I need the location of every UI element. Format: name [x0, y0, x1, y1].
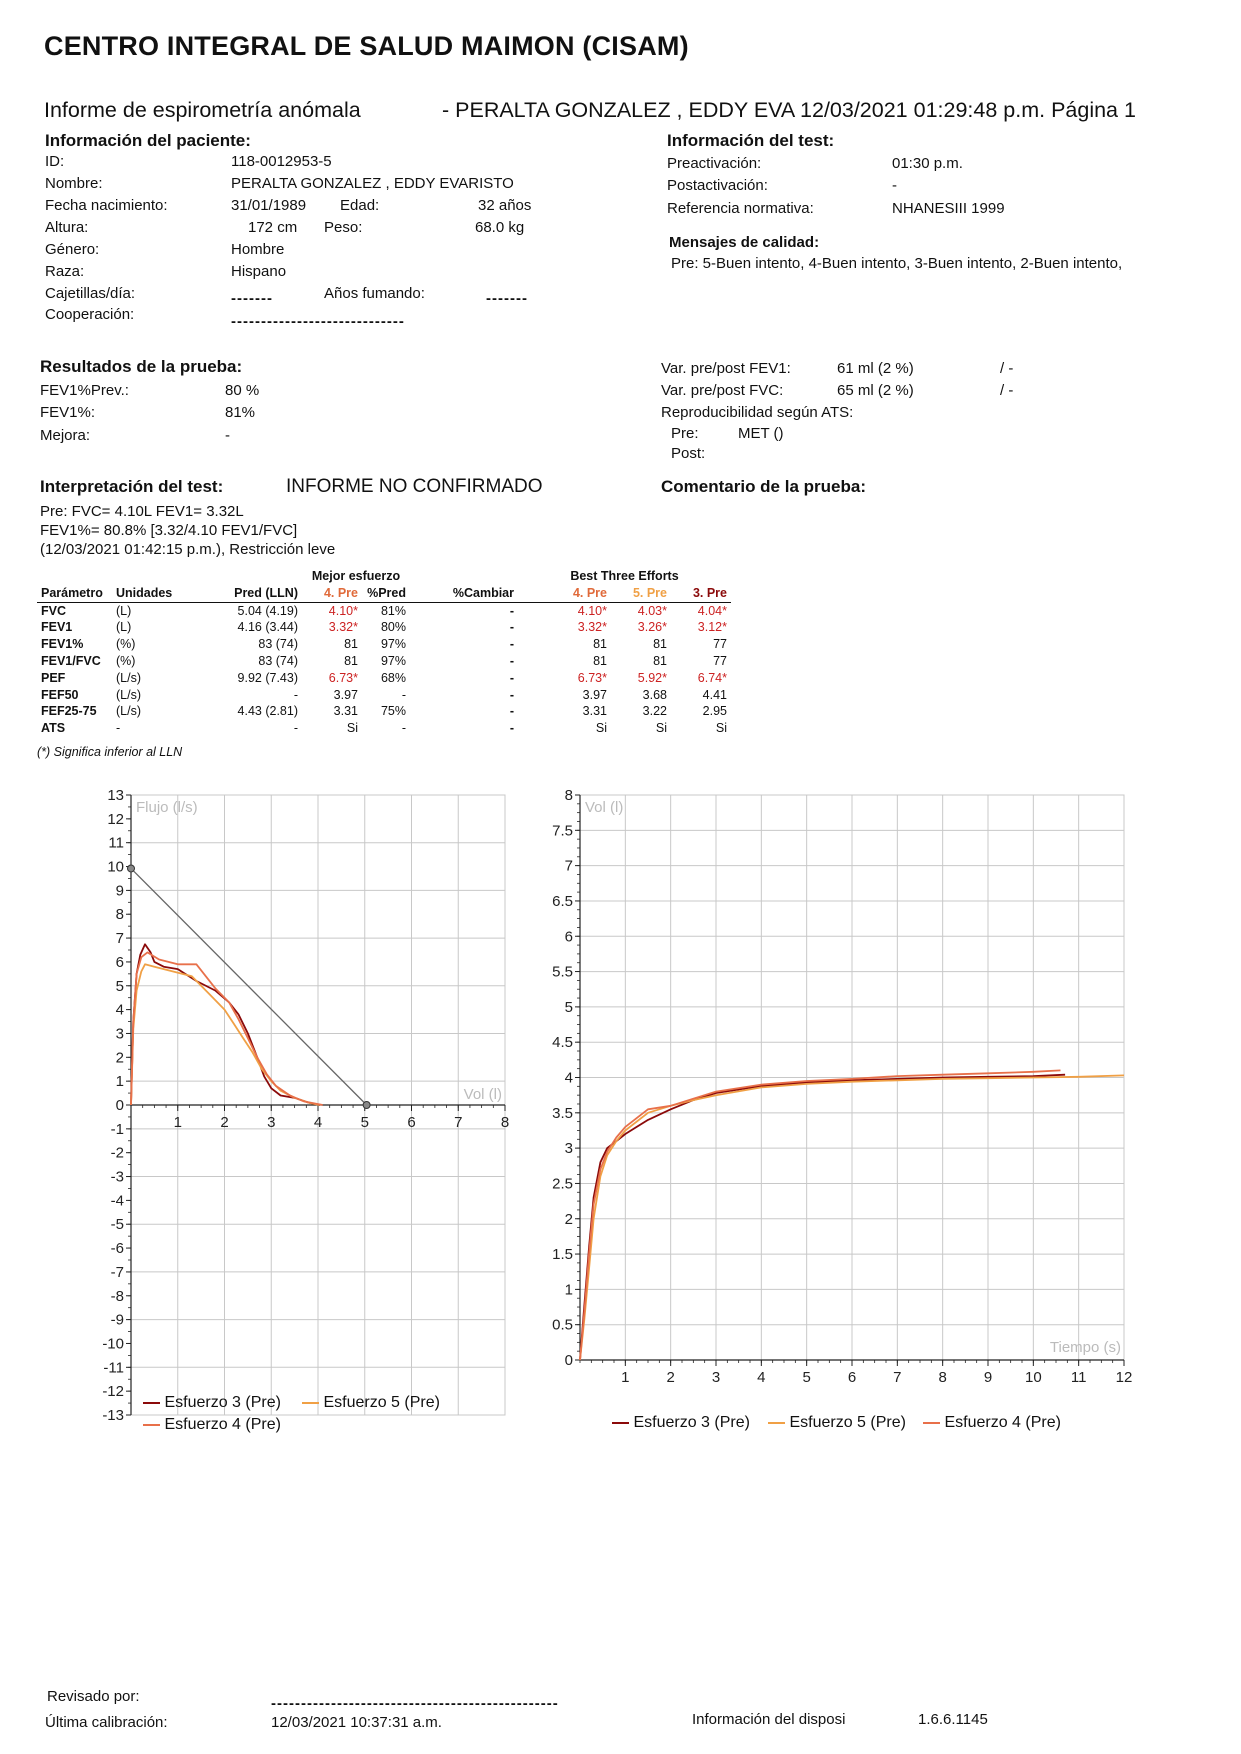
gender-label: Género: — [45, 241, 100, 258]
report-info: - PERALTA GONZALEZ , EDDY EVA 12/03/2021 01:29:48 p.m. Página 1 — [442, 98, 1136, 122]
table-cell: 6.73* — [328, 670, 358, 685]
group-best-header: Mejor esfuerzo — [311, 569, 401, 583]
reference-value: NHANESIII 1999 — [892, 200, 1005, 217]
col-header: 3. Pre — [671, 585, 731, 602]
y-axis-label: Flujo (l/s) — [136, 799, 198, 816]
x-tick-label: 6 — [407, 1114, 416, 1131]
y-tick-label: 2.5 — [552, 1175, 573, 1193]
table-cell: 3.31 — [582, 704, 607, 719]
results-heading: Resultados de la prueba: — [40, 357, 243, 376]
y-tick-label: -7 — [110, 1263, 124, 1281]
x-tick-label: 2 — [666, 1369, 675, 1386]
repro-label: Reproducibilidad según ATS: — [661, 404, 854, 421]
legend-flow-item — [143, 1416, 281, 1434]
table-cell: 97% — [380, 637, 406, 652]
patient-heading: Información del paciente: — [45, 131, 251, 150]
table-cell: 3.68 — [642, 687, 667, 702]
y-tick-label: 6 — [564, 928, 573, 946]
x-tick-label: 7 — [454, 1114, 463, 1131]
table-cell: 5.04 (4.19) — [237, 603, 298, 618]
table-cell: 81 — [593, 653, 607, 668]
table-cell: 80% — [380, 620, 406, 635]
x-tick-label: 8 — [500, 1114, 510, 1131]
table-cell: 97% — [380, 653, 406, 668]
table-cell: 3.32* — [328, 620, 358, 635]
height-label: Altura: — [45, 219, 89, 236]
table-cell: 81 — [653, 653, 667, 668]
age-value: 32 años — [478, 197, 532, 214]
table-cell: 68% — [380, 670, 406, 685]
table-cell: 3.32* — [577, 620, 607, 635]
mejora-value: - — [225, 427, 230, 444]
page-title: CENTRO INTEGRAL DE SALUD MAIMON (CISAM) — [44, 31, 689, 61]
table-cell: 3.26* — [637, 620, 667, 635]
y-tick-label: 8 — [564, 787, 573, 804]
race-value: Hispano — [231, 263, 287, 280]
table-cell: 4.10* — [577, 603, 607, 618]
y-tick-label: 12 — [107, 810, 124, 828]
table-cell: - — [509, 620, 514, 635]
table-cell: 75% — [380, 704, 406, 719]
table-cell: 3.97 — [582, 687, 607, 702]
col-header: Unidades — [112, 585, 207, 602]
table-cell: Si — [715, 721, 727, 736]
table-cell: - — [509, 721, 514, 736]
y-tick-label: 4.5 — [552, 1034, 573, 1052]
fev1prev-value: 80 % — [225, 382, 260, 399]
legend-flow-item — [143, 1394, 281, 1412]
table-footnote: (*) Significa inferior al LLN — [37, 745, 183, 759]
var-fev1-extra: / - — [1000, 360, 1014, 377]
table-cell: (L/s) — [116, 704, 141, 719]
x-tick-label: 9 — [983, 1369, 993, 1386]
table-cell: 77 — [713, 653, 727, 668]
legend-swatch — [612, 1422, 629, 1424]
report-type: Informe de espirometría anómala — [44, 98, 361, 122]
legend-label: Esfuerzo 4 (Pre) — [944, 1414, 1061, 1431]
x-tick-label: 12 — [1115, 1369, 1133, 1386]
dob-label: Fecha nacimiento: — [45, 197, 168, 214]
y-tick-label: -11 — [103, 1359, 124, 1377]
legend-flow-item — [302, 1394, 440, 1412]
y-tick-label: 7 — [115, 930, 124, 948]
y-tick-label: 3 — [115, 1025, 124, 1043]
y-tick-label: 6.5 — [552, 892, 573, 910]
reference-label: Referencia normativa: — [667, 200, 814, 217]
y-tick-label: -3 — [110, 1168, 124, 1186]
y-tick-label: -5 — [110, 1216, 124, 1234]
y-tick-label: -2 — [110, 1144, 124, 1162]
fev1pct-value: 81% — [225, 404, 256, 421]
legend-vol-item — [923, 1414, 1061, 1432]
reviewed-line: ------------------------------------------------ — [271, 1695, 559, 1712]
table-cell: 81 — [344, 637, 358, 652]
y-tick-label: 3.5 — [552, 1104, 573, 1122]
y-tick-label: 4 — [115, 1001, 124, 1019]
calibration-label: Última calibración: — [45, 1714, 168, 1731]
x-tick-label: 10 — [1024, 1369, 1042, 1386]
interpretation-heading: Interpretación del test: — [40, 477, 224, 496]
table-cell: 3.12* — [697, 620, 727, 635]
y-tick-label: -1 — [110, 1120, 124, 1138]
table-cell: - — [293, 687, 298, 702]
table-cell: 77 — [713, 637, 727, 652]
dob-value: 31/01/1989 — [231, 197, 307, 214]
y-tick-label: 7.5 — [552, 822, 573, 840]
var-fev1-value: 61 ml (2 %) — [837, 360, 914, 377]
legend-swatch — [143, 1402, 160, 1404]
x-tick-label: 5 — [802, 1369, 811, 1386]
table-cell: 5.92* — [637, 670, 667, 685]
table-cell: 4.41 — [702, 687, 727, 702]
table-cell: - — [509, 653, 514, 668]
y-tick-label: 5.5 — [552, 963, 573, 981]
volume-time-chart — [552, 787, 1132, 1386]
y-tick-label: 0.5 — [552, 1316, 573, 1334]
table-cell: 83 (74) — [258, 637, 298, 652]
table-cell: - — [509, 687, 514, 702]
y-tick-label: -6 — [110, 1240, 124, 1258]
coop-value: ----------------------------- — [231, 313, 405, 330]
y-tick-label: 5 — [115, 977, 124, 995]
gender-value: Hombre — [231, 241, 285, 258]
table-cell: - — [509, 603, 514, 618]
table-cell: 3.22 — [642, 704, 667, 719]
y-tick-label: 3 — [564, 1140, 573, 1158]
table-cell: (L/s) — [116, 670, 141, 685]
y-tick-label: 7 — [564, 857, 573, 875]
col-header: Parámetro — [37, 585, 112, 602]
years-value: ------- — [486, 290, 528, 307]
reviewed-label: Revisado por: — [47, 1688, 140, 1705]
pred-fvc-marker — [363, 1102, 370, 1109]
preactivation-value: 01:30 p.m. — [892, 155, 963, 172]
group-three-header: Best Three Efforts — [570, 569, 679, 583]
y-tick-label: -9 — [110, 1311, 124, 1329]
col-header: 4. Pre — [518, 585, 611, 602]
table-cell: 81 — [593, 637, 607, 652]
table-cell: - — [509, 637, 514, 652]
col-header: 4. Pre — [302, 585, 362, 602]
comment-heading: Comentario de la prueba: — [661, 477, 866, 496]
interpretation-line2: FEV1%= 80.8% [3.32/4.10 FEV1/FVC] — [40, 522, 298, 539]
calibration-value: 12/03/2021 10:37:31 a.m. — [271, 1714, 442, 1731]
postactivation-value: - — [892, 177, 897, 194]
test-info-heading: Información del test: — [667, 131, 835, 150]
col-header: Pred (LLN) — [207, 585, 302, 602]
interpretation-line3: (12/03/2021 01:42:15 p.m.), Restricción leve — [40, 541, 336, 558]
age-label: Edad: — [340, 197, 380, 214]
table-cell: 2.95 — [702, 704, 727, 719]
packs-value: ------- — [231, 290, 273, 307]
table-cell: (L) — [116, 620, 132, 635]
repro-pre-label: Pre: — [671, 425, 699, 442]
mejora-label: Mejora: — [40, 427, 91, 444]
device-label: Información del disposi — [692, 1711, 846, 1728]
legend-label: Esfuerzo 5 (Pre) — [323, 1394, 440, 1411]
table-cell: - — [401, 687, 406, 702]
table-cell: 81% — [380, 603, 406, 618]
y-tick-label: -8 — [110, 1287, 124, 1305]
table-cell: (%) — [116, 637, 136, 652]
var-fvc-extra: / - — [1000, 382, 1014, 399]
height-value: 172 cm — [248, 219, 298, 236]
fev1pct-label: FEV1%: — [40, 404, 96, 421]
race-label: Raza: — [45, 263, 85, 280]
pred-pef-marker — [128, 865, 135, 872]
table-cell: 3.97 — [333, 687, 358, 702]
table-cell: FVC — [41, 603, 66, 618]
legend-label: Esfuerzo 4 (Pre) — [164, 1416, 281, 1433]
y-tick-label: 0 — [115, 1097, 124, 1114]
repro-pre-value: MET () — [738, 425, 784, 442]
table-cell: 4.16 (3.44) — [237, 620, 298, 635]
table-cell: 81 — [653, 637, 667, 652]
fev1prev-label: FEV1%Prev.: — [40, 382, 129, 399]
name-label: Nombre: — [45, 175, 103, 192]
weight-value: 68.0 kg — [475, 219, 525, 236]
table-cell: 6.74* — [697, 670, 727, 685]
weight-label: Peso: — [324, 219, 363, 236]
var-fvc-label: Var. pre/post FVC: — [661, 382, 784, 399]
y-tick-label: 13 — [107, 787, 124, 804]
table-cell: FEV1% — [41, 637, 84, 652]
x-tick-label: 4 — [757, 1369, 766, 1386]
table-cell: FEF50 — [41, 687, 79, 702]
id-value: 118-0012953-5 — [231, 153, 332, 170]
table-cell: 3.31 — [333, 704, 358, 719]
table-cell: (L/s) — [116, 687, 141, 702]
legend-swatch — [143, 1424, 160, 1426]
table-cell: - — [401, 721, 406, 736]
table-cell: FEV1/FVC — [41, 653, 101, 668]
y-tick-label: 4 — [564, 1069, 573, 1087]
table-cell: Si — [595, 721, 607, 736]
table-cell: 4.03* — [637, 603, 667, 618]
legend-label: Esfuerzo 3 (Pre) — [164, 1394, 281, 1411]
table-cell: - — [116, 721, 121, 736]
packs-label: Cajetillas/día: — [45, 285, 136, 302]
table-cell: ATS — [41, 721, 66, 736]
table-cell: Si — [346, 721, 358, 736]
y-tick-label: 10 — [107, 858, 124, 876]
preactivation-label: Preactivación: — [667, 155, 762, 172]
y-tick-label: 5 — [564, 998, 573, 1016]
table-cell: (L) — [116, 603, 132, 618]
quality-text: Pre: 5-Buen intento, 4-Buen intento, 3-Buen intento, 2-Buen intento, — [671, 255, 1123, 272]
col-header: 5. Pre — [611, 585, 671, 602]
x-tick-label: 8 — [938, 1369, 947, 1386]
x-tick-label: 11 — [1070, 1369, 1087, 1386]
interpretation-line1: Pre: FVC= 4.10L FEV1= 3.32L — [40, 503, 244, 520]
y-tick-label: 1 — [115, 1073, 124, 1091]
legend-label: Esfuerzo 5 (Pre) — [789, 1414, 906, 1431]
table-cell: FEV1 — [41, 620, 73, 635]
x-tick-label: 1 — [173, 1114, 182, 1131]
x-tick-label: 5 — [360, 1114, 369, 1131]
postactivation-label: Postactivación: — [667, 177, 768, 194]
x-tick-label: 2 — [220, 1114, 229, 1131]
table-cell: (%) — [116, 653, 136, 668]
quality-heading: Mensajes de calidad: — [669, 234, 820, 251]
interpretation-status: INFORME NO CONFIRMADO — [286, 476, 543, 497]
x-tick-label: 3 — [711, 1369, 721, 1386]
table-cell: 6.73* — [577, 670, 607, 685]
y-axis-label: Vol (l) — [585, 799, 624, 816]
y-tick-label: -12 — [102, 1383, 124, 1401]
y-tick-label: -10 — [102, 1335, 124, 1353]
y-tick-label: 1.5 — [552, 1246, 573, 1264]
y-tick-label: 9 — [115, 882, 124, 900]
legend-swatch — [768, 1422, 785, 1424]
years-label: Años fumando: — [324, 285, 425, 302]
name-value: PERALTA GONZALEZ , EDDY EVARISTO — [231, 175, 514, 192]
y-tick-label: 1 — [564, 1281, 573, 1299]
coop-label: Cooperación: — [45, 306, 135, 323]
legend-vol-item — [768, 1414, 906, 1432]
table-cell: 83 (74) — [258, 653, 298, 668]
legend-swatch — [923, 1422, 940, 1424]
predicted-line — [131, 868, 367, 1105]
device-value: 1.6.6.1145 — [918, 1711, 988, 1728]
table-cell: - — [509, 704, 514, 719]
flow-volume-chart — [102, 787, 509, 1424]
y-tick-label: 2 — [115, 1049, 124, 1067]
repro-post-label: Post: — [671, 445, 706, 462]
x-tick-label: 7 — [893, 1369, 902, 1386]
table-cell: PEF — [41, 670, 66, 685]
table-cell: - — [293, 721, 298, 736]
table-cell: 81 — [344, 653, 358, 668]
x-tick-label: 6 — [847, 1369, 857, 1386]
table-cell: Si — [655, 721, 667, 736]
var-fev1-label: Var. pre/post FEV1: — [661, 360, 791, 377]
x-axis-label: Vol (l) — [463, 1086, 502, 1103]
y-tick-label: 8 — [115, 906, 124, 924]
y-tick-label: 0 — [564, 1352, 573, 1369]
y-tick-label: -13 — [102, 1407, 124, 1424]
y-tick-label: 6 — [115, 953, 124, 971]
table-cell: FEF25-75 — [41, 704, 97, 719]
x-tick-label: 3 — [267, 1114, 276, 1131]
table-cell: 4.43 (2.81) — [237, 704, 298, 719]
legend-swatch — [302, 1402, 319, 1404]
x-axis-label: Tiempo (s) — [1049, 1339, 1121, 1356]
table-cell: 9.92 (7.43) — [237, 670, 298, 685]
x-tick-label: 4 — [313, 1114, 323, 1131]
table-cell: - — [509, 670, 514, 685]
series-line — [580, 1075, 1065, 1360]
y-tick-label: 2 — [564, 1210, 573, 1228]
y-tick-label: 11 — [108, 834, 124, 852]
id-label: ID: — [45, 153, 65, 170]
series-line — [131, 952, 323, 1105]
x-tick-label: 1 — [621, 1369, 630, 1386]
y-tick-label: -4 — [110, 1192, 124, 1210]
var-fvc-value: 65 ml (2 %) — [837, 382, 914, 399]
legend-label: Esfuerzo 3 (Pre) — [633, 1414, 750, 1431]
table-cell: 4.04* — [697, 603, 727, 618]
col-header: %Cambiar — [410, 585, 518, 602]
col-header: %Pred — [362, 585, 410, 602]
table-cell: 4.10* — [328, 603, 358, 618]
legend-vol-item — [612, 1414, 750, 1432]
